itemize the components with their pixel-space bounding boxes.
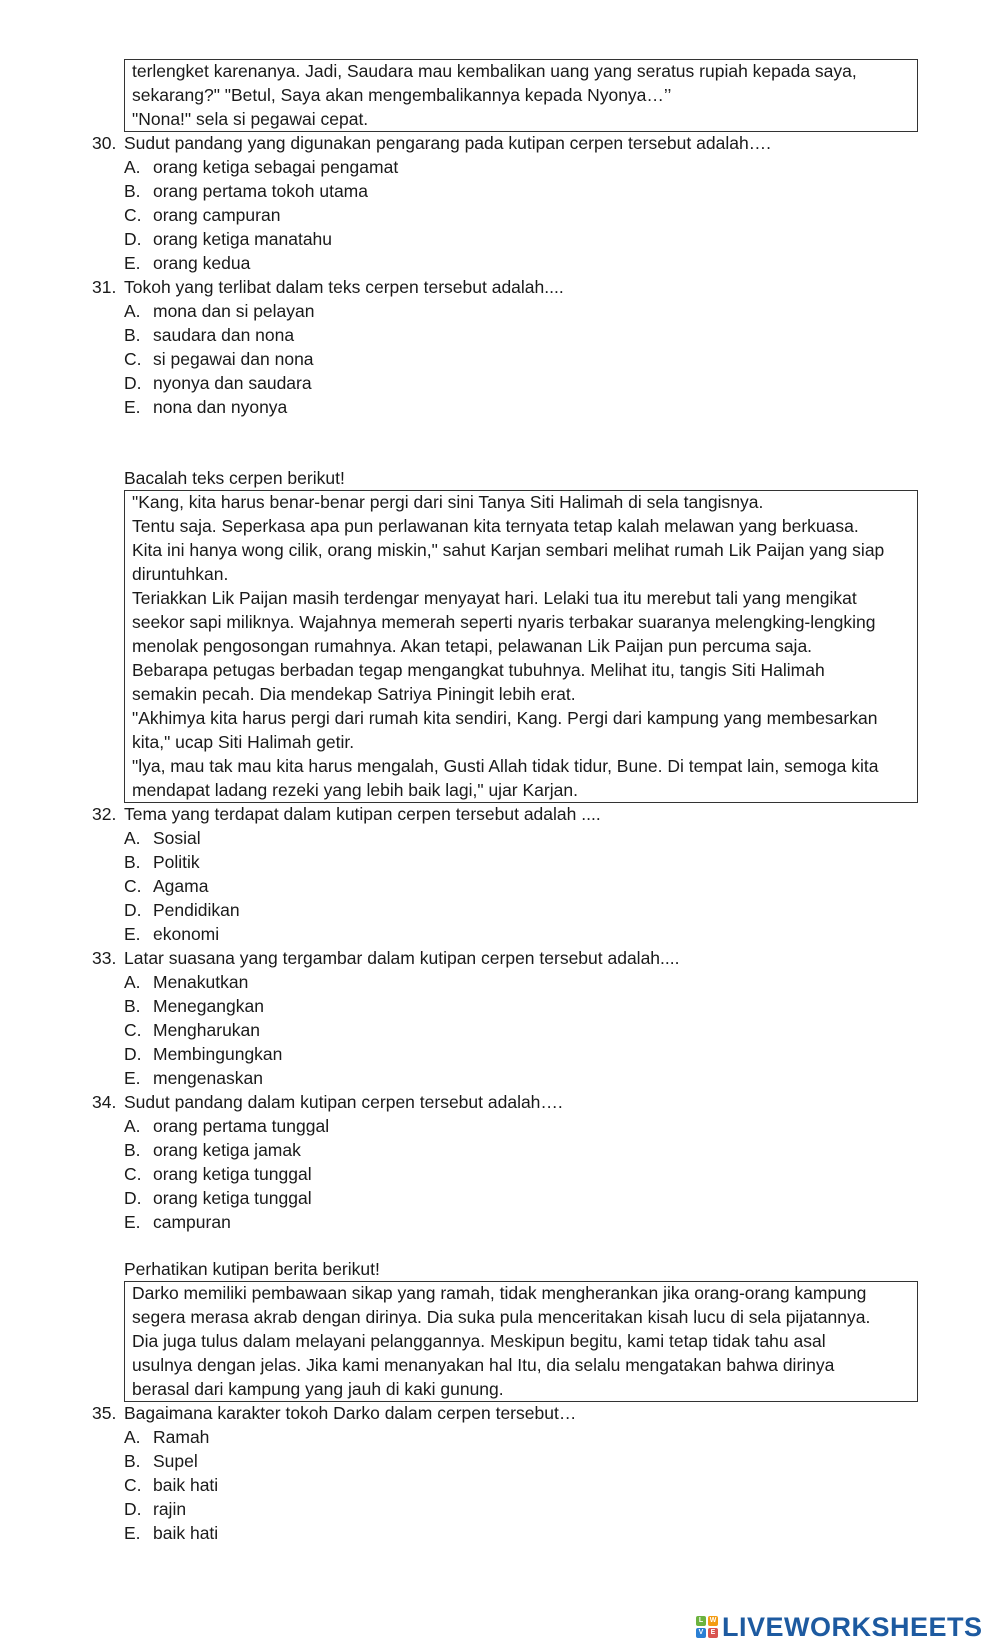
option-letter[interactable]: C.: [124, 1164, 142, 1184]
question-number: 34.: [92, 1092, 117, 1112]
option-letter[interactable]: D.: [124, 1499, 142, 1519]
option-letter[interactable]: A.: [124, 1427, 141, 1447]
option-letter[interactable]: C.: [124, 1020, 142, 1040]
option-text[interactable]: orang kedua: [153, 253, 251, 273]
passage-2-line: mendapat ladang rezeki yang lebih baik lagi," ujar Karjan.: [132, 780, 578, 800]
option-letter[interactable]: E.: [124, 1523, 141, 1543]
passage-3-line: usulnya dengan jelas. Jika kami menanyakan hal Itu, dia selalu mengatakan bahwa dirinya: [132, 1355, 835, 1375]
passage-2-line: semakin pecah. Dia mendekap Satriya Piningit lebih erat.: [132, 684, 576, 704]
question-text: Tokoh yang terlibat dalam teks cerpen tersebut adalah....: [124, 277, 564, 297]
question-text: Sudut pandang yang digunakan pengarang pada kutipan cerpen tersebut adalah….: [124, 133, 772, 153]
option-text[interactable]: Menakutkan: [153, 972, 249, 992]
passage-2-line: menolak pengosongan rumahnya. Akan tetapi, pelawanan Lik Paijan pun percuma saja.: [132, 636, 813, 656]
option-text[interactable]: orang ketiga sebagai pengamat: [153, 157, 399, 177]
option-text[interactable]: orang pertama tunggal: [153, 1116, 330, 1136]
option-letter[interactable]: C.: [124, 349, 142, 369]
option-letter[interactable]: D.: [124, 373, 142, 393]
option-text[interactable]: Sosial: [153, 828, 201, 848]
liveworksheets-logo-text: LIVEWORKSHEETS: [722, 1611, 983, 1642]
passage-3-line: segera merasa akrab dengan dirinya. Dia suka pula menceritakan kisah lucu di sela pijatannya.: [132, 1307, 871, 1327]
logo-tile-e: E: [708, 1628, 718, 1638]
option-letter[interactable]: B.: [124, 1451, 141, 1471]
option-text[interactable]: baik hati: [153, 1475, 219, 1495]
option-text[interactable]: baik hati: [153, 1523, 219, 1543]
option-text[interactable]: ekonomi: [153, 924, 220, 944]
option-letter[interactable]: C.: [124, 205, 142, 225]
passage-3-instruction: Perhatikan kutipan berita berikut!: [124, 1259, 380, 1279]
option-text[interactable]: Politik: [153, 852, 200, 872]
option-text[interactable]: Mengharukan: [153, 1020, 261, 1040]
question-number: 35.: [92, 1403, 117, 1423]
passage-2-line: "lya, mau tak mau kita harus mengalah, Gusti Allah tidak tidur, Bune. Di tempat lain, semoga kita: [132, 756, 879, 776]
passage-2-instruction: Bacalah teks cerpen berikut!: [124, 468, 345, 488]
option-text[interactable]: mona dan si pelayan: [153, 301, 315, 321]
question-number: 31.: [92, 277, 117, 297]
passage-2-line: Kita ini hanya wong cilik, orang miskin," sahut Karjan sembari melihat rumah Lik Paijan yang siap: [132, 540, 885, 560]
option-text[interactable]: mengenaskan: [153, 1068, 263, 1088]
passage-2-line: kita," ucap Siti Halimah getir.: [132, 732, 355, 752]
option-letter[interactable]: D.: [124, 1044, 142, 1064]
option-text[interactable]: orang ketiga tunggal: [153, 1188, 312, 1208]
logo-tile-w: W: [709, 1617, 717, 1624]
option-letter[interactable]: E.: [124, 924, 141, 944]
passage-1-line: "Nona!" sela si pegawai cepat.: [132, 109, 369, 129]
option-letter[interactable]: E.: [124, 397, 141, 417]
option-text[interactable]: Agama: [153, 876, 209, 896]
logo-tile-l: L: [696, 1616, 706, 1626]
option-letter[interactable]: B.: [124, 325, 141, 345]
question-number: 30.: [92, 133, 117, 153]
option-text[interactable]: orang pertama tokoh utama: [153, 181, 368, 201]
passage-3-line: Dia juga tulus dalam melayani pelanggannya. Meskipun begitu, kami tetap tidak tahu asal: [132, 1331, 826, 1351]
question-text: Sudut pandang dalam kutipan cerpen tersebut adalah….: [124, 1092, 563, 1112]
question-text: Latar suasana yang tergambar dalam kutipan cerpen tersebut adalah....: [124, 948, 680, 968]
option-letter[interactable]: E.: [124, 1068, 141, 1088]
option-text[interactable]: orang ketiga jamak: [153, 1140, 301, 1160]
option-letter[interactable]: B.: [124, 852, 141, 872]
option-letter[interactable]: E.: [124, 253, 141, 273]
option-letter[interactable]: D.: [124, 900, 142, 920]
option-text[interactable]: nona dan nyonya: [153, 397, 288, 417]
option-letter[interactable]: A.: [124, 828, 141, 848]
option-letter[interactable]: A.: [124, 972, 141, 992]
option-letter[interactable]: B.: [124, 1140, 141, 1160]
option-text[interactable]: Menegangkan: [153, 996, 264, 1016]
option-text[interactable]: saudara dan nona: [153, 325, 295, 345]
option-letter[interactable]: C.: [124, 1475, 142, 1495]
option-letter[interactable]: C.: [124, 876, 142, 896]
option-letter[interactable]: D.: [124, 229, 142, 249]
option-letter[interactable]: E.: [124, 1212, 141, 1232]
option-text[interactable]: campuran: [153, 1212, 231, 1232]
option-text[interactable]: orang campuran: [153, 205, 281, 225]
option-text[interactable]: Supel: [153, 1451, 198, 1471]
option-text[interactable]: nyonya dan saudara: [153, 373, 312, 393]
passage-2-line: seekor sapi miliknya. Wajahnya memerah seperti nyaris terbakar suaranya melengking-lengking: [132, 612, 876, 632]
option-text[interactable]: orang ketiga tunggal: [153, 1164, 312, 1184]
question-text: Tema yang terdapat dalam kutipan cerpen tersebut adalah ....: [124, 804, 601, 824]
option-letter[interactable]: B.: [124, 996, 141, 1016]
option-text[interactable]: Ramah: [153, 1427, 210, 1447]
option-letter[interactable]: A.: [124, 1116, 141, 1136]
question-number: 33.: [92, 948, 117, 968]
liveworksheets-logo-icon: [696, 1616, 718, 1638]
option-text[interactable]: orang ketiga manatahu: [153, 229, 333, 249]
passage-2-line: "Kang, kita harus benar-benar pergi dari sini Tanya Siti Halimah di sela tangisnya.: [132, 492, 764, 512]
option-text[interactable]: Pendidikan: [153, 900, 240, 920]
passage-2-line: "Akhimya kita harus pergi dari rumah kita sendiri, Kang. Pergi dari kampung yang membesarkan: [132, 708, 878, 728]
question-number: 32.: [92, 804, 117, 824]
passage-1-line: terlengket karenanya. Jadi, Saudara mau kembalikan uang yang seratus rupiah kepada saya,: [132, 61, 857, 81]
option-letter[interactable]: D.: [124, 1188, 142, 1208]
passage-2-line: diruntuhkan.: [132, 564, 229, 584]
liveworksheets-logo: [696, 1612, 983, 1642]
passage-2-line: Tentu saja. Seperkasa apa pun perlawanan kita ternyata tetap kalah melawan yang berkuasa.: [132, 516, 859, 536]
passage-3-line: Darko memiliki pembawaan sikap yang ramah, tidak mengherankan jika orang-orang kampung: [132, 1283, 867, 1303]
logo-tile-v: V: [696, 1628, 706, 1638]
passage-2-line: Teriakkan Lik Paijan masih terdengar menyayat hari. Lelaki tua itu merebut tali yang mengikat: [132, 588, 857, 608]
passage-1-line: sekarang?" "Betul, Saya akan mengembalikannya kepada Nyonya…’’: [132, 85, 672, 105]
option-text[interactable]: Membingungkan: [153, 1044, 283, 1064]
option-text[interactable]: rajin: [153, 1499, 187, 1519]
option-letter[interactable]: A.: [124, 301, 141, 321]
passage-3-line: berasal dari kampung yang jauh di kaki gunung.: [132, 1379, 504, 1399]
option-letter[interactable]: B.: [124, 181, 141, 201]
option-text[interactable]: si pegawai dan nona: [153, 349, 314, 369]
question-text: Bagaimana karakter tokoh Darko dalam cerpen tersebut…: [124, 1403, 577, 1423]
option-letter[interactable]: A.: [124, 157, 141, 177]
passage-2-line: Bebarapa petugas berbadan tegap mengangkat tubuhnya. Melihat itu, tangis Siti Halimah: [132, 660, 825, 680]
